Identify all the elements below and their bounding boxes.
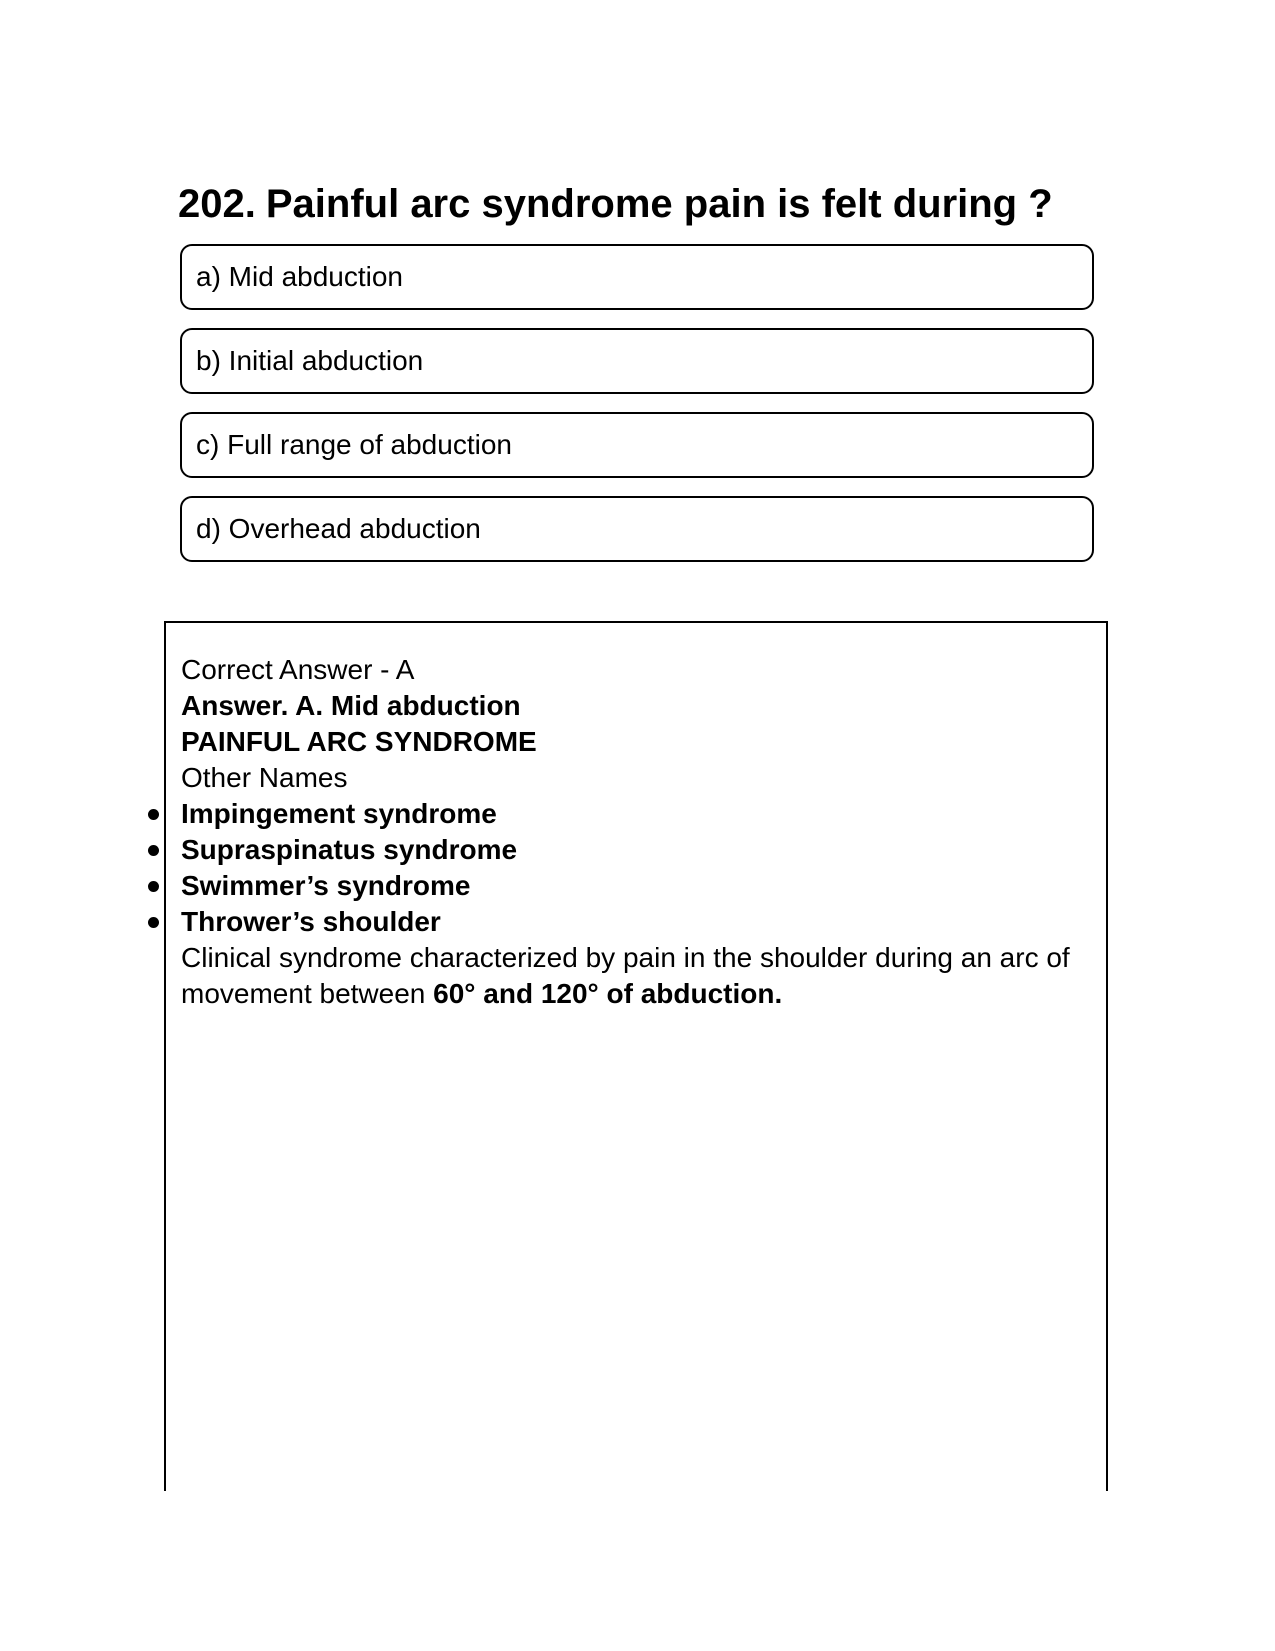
option-d[interactable]: d) Overhead abduction xyxy=(180,496,1094,562)
correct-answer-line: Correct Answer - A xyxy=(181,654,415,685)
section-heading: PAINFUL ARC SYNDROME xyxy=(181,726,537,757)
option-c[interactable]: c) Full range of abduction xyxy=(180,412,1094,478)
option-b[interactable]: b) Initial abduction xyxy=(180,328,1094,394)
bullet-icon xyxy=(148,809,159,820)
other-names-label: Other Names xyxy=(181,762,348,793)
list-item: Impingement syndrome xyxy=(181,796,1091,832)
question-number: 202. xyxy=(178,182,256,226)
answer-line: Answer. A. Mid abduction xyxy=(181,690,521,721)
bullet-icon xyxy=(148,881,159,892)
answer-explanation xyxy=(181,652,1091,1012)
bullet-icon xyxy=(148,917,159,928)
other-names-list xyxy=(181,796,1091,940)
list-item: Thrower’s shoulder xyxy=(181,904,1091,940)
description xyxy=(181,940,1091,1012)
description-emphasis: 60° and 120° of abduction. xyxy=(433,978,783,1009)
list-item: Supraspinatus syndrome xyxy=(181,832,1091,868)
bullet-icon xyxy=(148,845,159,856)
list-item: Swimmer’s syndrome xyxy=(181,868,1091,904)
question-text: Painful arc syndrome pain is felt during ? xyxy=(265,182,1053,226)
question-title xyxy=(178,176,1098,232)
description-text: Clinical syndrome characterized by pain in the shoulder during an arc of movement between xyxy=(181,942,1070,1009)
option-a[interactable]: a) Mid abduction xyxy=(180,244,1094,310)
